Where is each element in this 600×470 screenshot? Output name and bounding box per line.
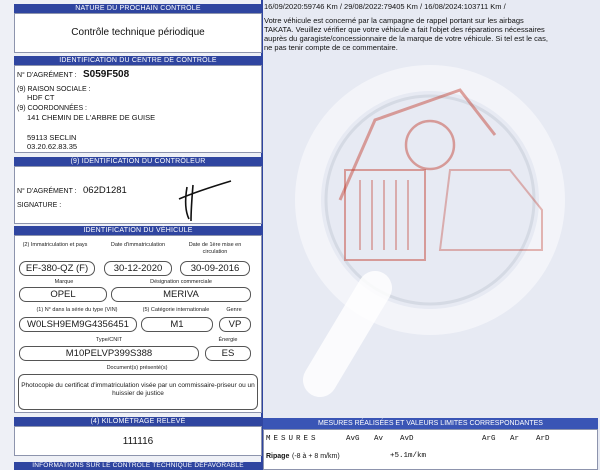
prochain-controle-header: NATURE DU PROCHAIN CONTRÔLE (14, 4, 262, 13)
col-ar: Ar (510, 435, 520, 443)
type-label: Type/CNIT (95, 337, 123, 343)
col-arg: ArG (482, 435, 496, 443)
centre-agrement-label: N° D'AGRÉMENT : (17, 72, 77, 79)
controleur-header: (9) IDENTIFICATION DU CONTRÔLEUR (14, 157, 262, 166)
watermark-logo (280, 50, 580, 420)
designation-value: MERIVA (111, 287, 251, 302)
immat-label: (2) Immatriculation et pays (22, 242, 88, 248)
categorie-value: M1 (141, 317, 213, 332)
mesures-label: MESURES (266, 435, 319, 443)
vehicule-box (14, 235, 262, 413)
notice-line-2: TAKATA. Veuillez vérifier que votre véhicule a fait l'objet des réparations nécessaires (264, 25, 545, 34)
signature-label: SIGNATURE : (17, 202, 62, 209)
vehicule-header: IDENTIFICATION DU VÉHICULE (14, 226, 262, 235)
col-av: Av (374, 435, 384, 443)
marque-label: Marque (54, 279, 74, 285)
centre-agrement-value: S059F508 (83, 69, 130, 80)
address-line1: 141 CHEMIN DE L'ARBRE DE GUISE (27, 113, 156, 122)
designation-label: Désignation commerciale (150, 279, 212, 285)
ripage-limits: (-8 à + 8 m/km) (292, 453, 340, 460)
energie-value: ES (205, 346, 251, 361)
kilometrage-box (14, 426, 262, 456)
mesures-box (263, 429, 598, 470)
raison-sociale-label: (9) RAISON SOCIALE : (17, 86, 91, 93)
documents-value: Photocopie du certificat d'immatriculation visée par un commissaire-priseur ou un huissier de justice (21, 382, 255, 397)
date-immat-value: 30-12-2020 (104, 261, 172, 276)
documents-label: Document(s) présenté(s) (106, 365, 168, 371)
vin-value: W0LSH9EM9G4356451 (19, 317, 137, 332)
controleur-box (14, 166, 262, 224)
energie-label: Énergie (218, 337, 238, 343)
kilometrage-header: (4) KILOMÉTRAGE RELEVÉ (14, 417, 262, 426)
ripage-value: +5.1m/km (390, 452, 427, 460)
categorie-label: (5) Catégorie internationale (142, 307, 210, 313)
signature-mark (163, 173, 233, 223)
notice-line-4: ne pas tenir compte de ce commentaire. (264, 43, 398, 52)
col-ard: ArD (536, 435, 550, 443)
genre-value: VP (219, 317, 251, 332)
mesures-header: MESURES RÉALISÉES ET VALEURS LIMITES CORRESPONDANTES (263, 418, 598, 429)
date-immat-label: Date d'immatriculation (110, 242, 166, 248)
controleur-agrement-label: N° D'AGRÉMENT : (17, 188, 77, 195)
prochain-controle-value: Contrôle technique périodique (71, 27, 205, 38)
ripage-label: Ripage (266, 453, 290, 460)
notice-line-3: auprès du garagiste/concessionnaire de la marque de votre véhicule. Si tel est le cas, (264, 34, 548, 43)
centre-box (14, 65, 262, 153)
type-value: M10PELVP399S388 (19, 346, 199, 361)
informations-footer: INFORMATIONS SUR LE CONTRÔLE TECHNIQUE DÉFAVORABLE (14, 462, 262, 470)
marque-value: OPEL (19, 287, 107, 302)
prochain-controle-box (14, 13, 262, 53)
address-line2: 59113 SECLIN (27, 133, 77, 142)
col-avg: AvG (346, 435, 360, 443)
raison-sociale-value: HDF CT (27, 93, 55, 102)
date-circulation-label: Date de 1ère mise en circulation (188, 242, 242, 255)
coordonnees-label: (9) COORDONNÉES : (17, 105, 88, 112)
vin-label: (1) N° dans la série du type (VIN) (36, 307, 118, 313)
immat-value: EF-380-QZ (F) (19, 261, 95, 276)
km-history: 16/09/2020:59746 Km / 29/08/2022:79405 Km / 16/08/2024:103711 Km / (264, 2, 506, 11)
documents-frame (18, 374, 258, 410)
centre-header: IDENTIFICATION DU CENTRE DE CONTRÔLE (14, 56, 262, 65)
col-avd: AvD (400, 435, 414, 443)
phone-number: 03.20.62.83.35 (27, 142, 78, 151)
genre-label: Genre (226, 307, 242, 313)
date-circulation-value: 30-09-2016 (180, 261, 250, 276)
notice-line-1: Votre véhicule est concerné par la campagne de rappel portant sur les airbags (264, 16, 524, 25)
controleur-agrement-value: 062D1281 (83, 185, 127, 196)
kilometrage-value: 111116 (122, 436, 154, 447)
